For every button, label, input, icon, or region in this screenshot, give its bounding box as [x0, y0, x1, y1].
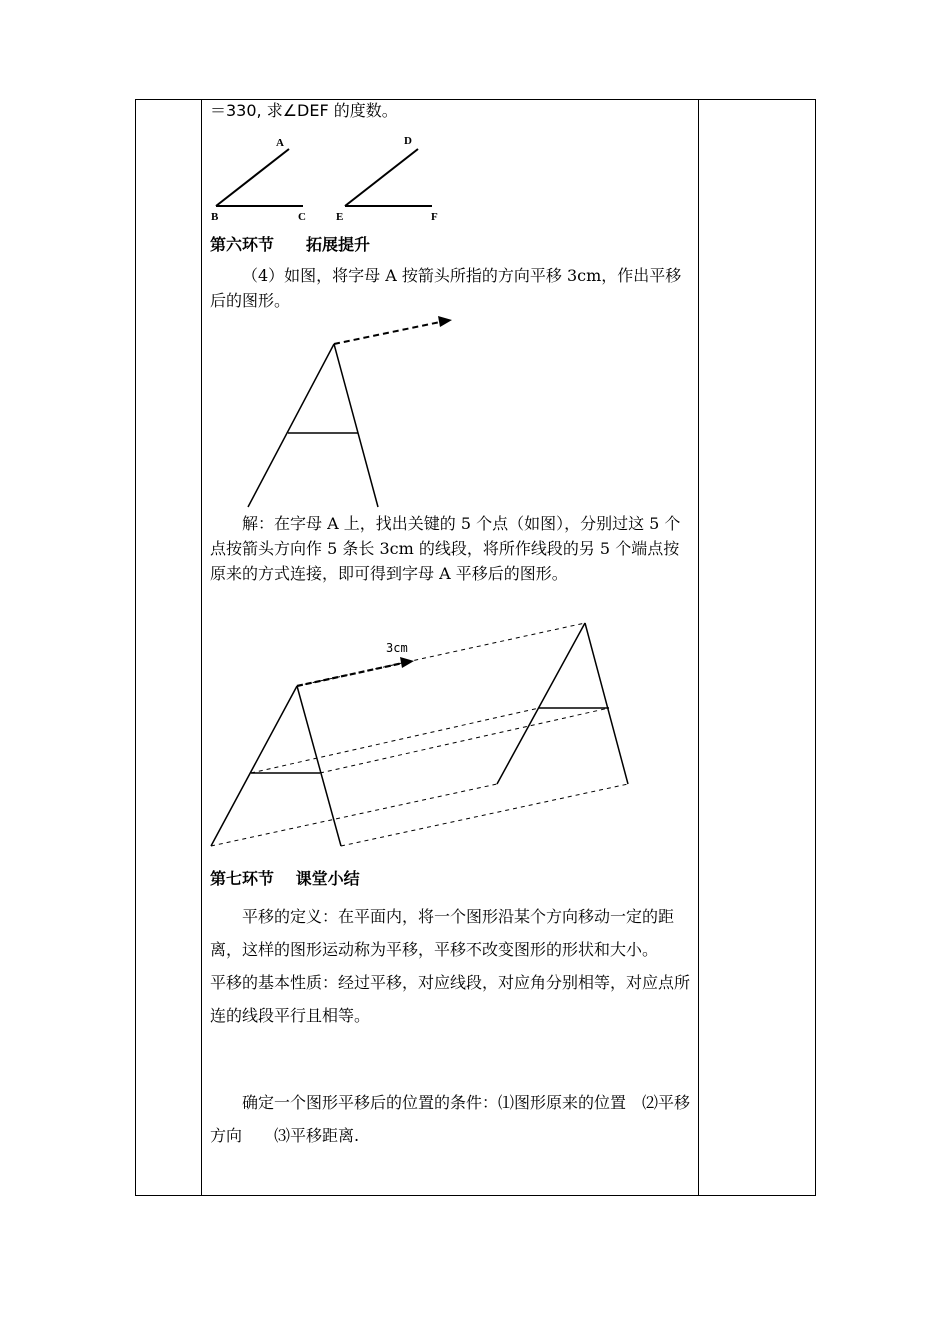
- angle-def-figure: [345, 149, 432, 206]
- new-left-leg: [497, 623, 585, 784]
- a-left-leg: [248, 344, 334, 507]
- segment-left-foot: [211, 784, 497, 846]
- translation-definition: 平移的定义：在平面内，将一个图形沿某个方向移动一定的距离，这样的图形运动称为平移，平移不改变图形的形状和大小。 平移的基本性质：经过平移，对应线段，对应角分别相等，对应点所连的线段平行且相等。: [210, 907, 691, 1025]
- ray-ba: [216, 149, 289, 206]
- section6-problem: （4）如图，将字母 A 按箭头所指的方向平移 3cm，作出平移后的图形。: [210, 266, 682, 310]
- direction-arrowhead: [438, 316, 452, 327]
- a-right-leg: [334, 344, 378, 507]
- label-e: E: [336, 211, 344, 223]
- label-f: F: [431, 211, 438, 223]
- label-c: C: [298, 211, 306, 223]
- angle-abc-figure: [216, 149, 303, 206]
- new-right-leg: [585, 623, 628, 784]
- label-d: D: [404, 135, 412, 147]
- segment-crossbar-left: [251, 708, 539, 773]
- intro-line: ＝330, 求∠DEF 的度数。: [210, 101, 398, 120]
- section6-title: 第六环节 拓展提升: [210, 235, 371, 254]
- solution-arrowhead: [400, 657, 414, 668]
- distance-label: 3cm: [386, 641, 408, 655]
- letter-a-problem-figure: [248, 322, 440, 507]
- label-a: A: [276, 137, 284, 149]
- orig-right-leg: [297, 686, 341, 846]
- label-b: B: [211, 211, 219, 223]
- segment-right-foot: [341, 784, 628, 846]
- section7-title: 第七环节 课堂小结: [210, 869, 360, 888]
- translated-a-solution-figure: [211, 623, 628, 846]
- translation-conditions: 确定一个图形平移后的位置的条件：⑴图形原来的位置 ⑵平移方向 ⑶平移距离.: [210, 1093, 691, 1145]
- translation-property: 平移的基本性质：经过平移，对应线段，对应角分别相等，对应点所连的线段平行且相等。: [210, 973, 691, 1025]
- segment-apex: [297, 623, 585, 686]
- ray-ed: [345, 149, 418, 206]
- direction-arrow-line: [334, 322, 440, 344]
- section6-solution: 解：在字母 A 上，找出关键的 5 个点（如图），分别过这 5 个点按箭头方向作 5 条长 3cm 的线段，将所作线段的另 5 个端点按原来的方式连接，即可得到字母 A 平移后的图形。: [210, 514, 681, 583]
- segment-crossbar-right: [320, 708, 609, 773]
